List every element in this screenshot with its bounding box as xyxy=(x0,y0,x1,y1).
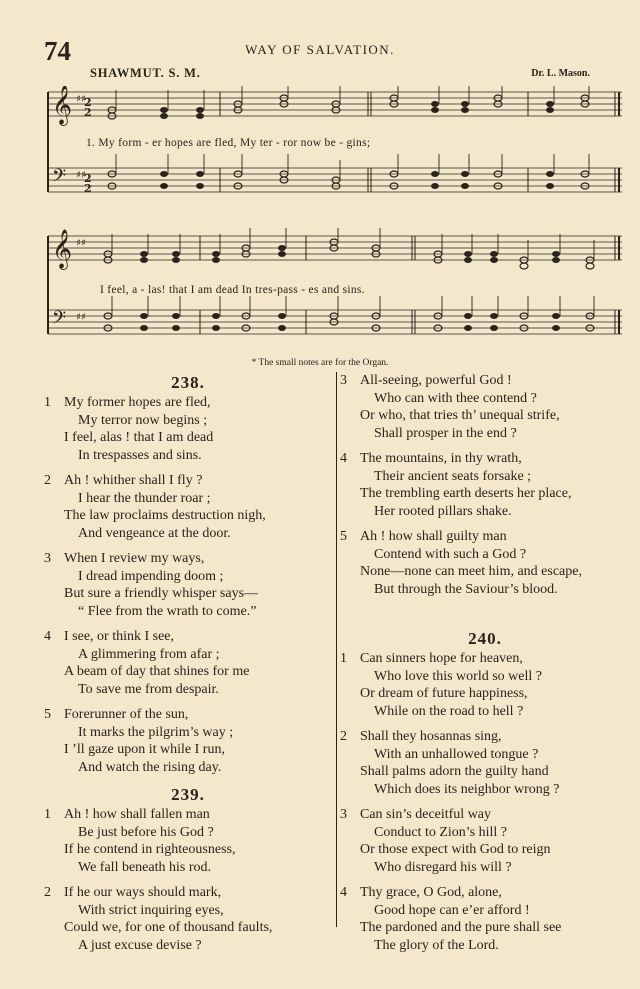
stanza-line: With strict inquiring eyes, xyxy=(78,902,224,918)
stanza-line: The pardoned and the pure shall see xyxy=(360,920,562,935)
stanza-line: It marks the pilgrim’s way ; xyxy=(78,724,234,740)
stanza xyxy=(44,394,332,464)
stanza-line: The glory of the Lord. xyxy=(374,937,499,953)
stanza-line: 5 Ah ! how shall guilty man xyxy=(340,529,507,544)
stanza-line: A beam of day that shines for me xyxy=(64,664,250,679)
page-number: 74 xyxy=(44,36,71,66)
stanza-line: Their ancient seats forsake ; xyxy=(374,468,532,484)
stanza-number: 3 xyxy=(340,807,347,822)
stanza-line: I ’ll gaze upon it while I run, xyxy=(64,742,225,757)
right-column xyxy=(340,372,630,962)
stanza-line: With an unhallowed tongue ? xyxy=(374,746,539,762)
stanza-line: 1 Ah ! how shall fallen man xyxy=(44,807,210,822)
stanza-line: Contend with such a God ? xyxy=(374,546,527,562)
svg-text:𝄢: 𝄢 xyxy=(52,166,67,191)
stanza-line: 4 Thy grace, O God, alone, xyxy=(340,885,502,900)
stanza-line: Shall prosper in the end ? xyxy=(374,425,517,441)
stanza-line: In trespasses and sins. xyxy=(78,447,202,463)
stanza-number: 2 xyxy=(340,729,347,744)
stanza-line: Or dream of future happiness, xyxy=(360,686,528,701)
left-column xyxy=(44,372,332,962)
lyrics-line-1: 1. My form - er hopes are fled, My ter - ror now be - gins; xyxy=(86,137,371,149)
svg-text:2: 2 xyxy=(84,96,92,109)
stanza-line: While on the road to hell ? xyxy=(374,703,524,719)
stanza xyxy=(44,472,332,542)
stanza-number: 5 xyxy=(44,707,51,722)
stanza xyxy=(340,450,630,520)
stanza-line: 1 Can sinners hope for heaven, xyxy=(340,651,523,666)
stanza-line: A just excuse devise ? xyxy=(78,937,202,953)
stanza xyxy=(44,706,332,776)
stanza-line: Conduct to Zion’s hill ? xyxy=(374,824,507,840)
stanza-line: Who disregard his will ? xyxy=(374,859,512,875)
stanza-line: I hear the thunder roar ; xyxy=(78,490,211,506)
stanza-line: And watch the rising day. xyxy=(78,759,222,775)
stanza xyxy=(44,550,332,620)
svg-text:♯♯: ♯♯ xyxy=(76,94,86,105)
stanza-line: Or who, that tries th’ unequal strife, xyxy=(360,408,560,423)
svg-text:2: 2 xyxy=(84,172,92,185)
stanza xyxy=(340,884,630,954)
stanza-line: Could we, for one of thousand faults, xyxy=(64,920,273,935)
svg-text:2: 2 xyxy=(84,106,92,119)
stanza-line: 5 Forerunner of the sun, xyxy=(44,707,189,722)
stanza-line: Good hope can e’er afford ! xyxy=(374,902,530,918)
column-divider xyxy=(336,372,337,927)
stanza xyxy=(340,528,630,598)
stanza xyxy=(44,884,332,954)
stanza-line: Be just before his God ? xyxy=(78,824,214,840)
stanza-line: The law proclaims destruction nigh, xyxy=(64,508,266,523)
stanza xyxy=(44,628,332,698)
stanza-number: 3 xyxy=(44,551,51,566)
stanza xyxy=(340,650,630,720)
svg-text:2: 2 xyxy=(84,182,92,195)
stanza-line: 3 When I review my ways, xyxy=(44,551,205,566)
stanza-number: 4 xyxy=(44,629,51,644)
stanza-line: Or those expect with God to reign xyxy=(360,842,551,857)
stanza-line: 4 The mountains, in thy wrath, xyxy=(340,451,522,466)
stanza-line: 1 My former hopes are fled, xyxy=(44,395,211,410)
stanza-number: 4 xyxy=(340,885,347,900)
stanza-number: 1 xyxy=(340,651,347,666)
stanza xyxy=(340,806,630,876)
hymn-number-238: 238. xyxy=(171,373,205,392)
stanza-line: 4 I see, or think I see, xyxy=(44,629,175,644)
svg-text:♯♯: ♯♯ xyxy=(76,170,86,181)
stanza-number: 2 xyxy=(44,473,51,488)
stanza-line: “ Flee from the wrath to come.” xyxy=(78,603,257,619)
stanza-line: If he contend in righteousness, xyxy=(64,842,236,857)
stanza-line: Her rooted pillars shake. xyxy=(374,503,512,519)
stanza-line: We fall beneath his rod. xyxy=(78,859,211,875)
stanza-line: To save me from despair. xyxy=(78,681,219,697)
tune-name: SHAWMUT. S. M. xyxy=(90,66,201,80)
stanza-line: Who can with thee contend ? xyxy=(374,390,537,406)
stanza-line: Which does its neighbor wrong ? xyxy=(374,781,560,797)
running-title: WAY OF SALVATION. xyxy=(245,42,395,57)
stanza-line: 2 Shall they hosannas sing, xyxy=(340,729,502,744)
composer: Dr. L. Mason. xyxy=(531,68,590,79)
stanza-number: 4 xyxy=(340,451,347,466)
stanza-line: 3 Can sin’s deceitful way xyxy=(340,807,492,822)
stanza-number: 5 xyxy=(340,529,347,544)
stanza-line: The trembling earth deserts her place, xyxy=(360,486,572,501)
stanza xyxy=(340,372,630,442)
stanza-line: I feel, alas ! that I am dead xyxy=(64,430,214,445)
stanza-number: 1 xyxy=(44,395,51,410)
hymn-number-239: 239. xyxy=(171,785,205,804)
stanza-line: And vengeance at the door. xyxy=(78,525,231,541)
stanza-line: Who love this world so well ? xyxy=(374,668,542,684)
svg-text:♯♯: ♯♯ xyxy=(76,312,86,323)
stanza-line: But through the Saviour’s blood. xyxy=(374,581,558,597)
stanza-line: A glimmering from afar ; xyxy=(78,646,220,662)
svg-text:♯♯: ♯♯ xyxy=(76,238,86,249)
hymn-number-240: 240. xyxy=(468,629,502,648)
stanza xyxy=(44,806,332,876)
svg-text:𝄞: 𝄞 xyxy=(52,86,73,125)
stanza-line: 2 If he our ways should mark, xyxy=(44,885,222,900)
stanza-line: None—none can meet him, and escape, xyxy=(360,564,582,579)
stanza-line: I dread impending doom ; xyxy=(78,568,224,584)
organ-footnote: * The small notes are for the Organ. xyxy=(251,358,389,368)
svg-text:𝄞: 𝄞 xyxy=(52,229,73,269)
stanza-number: 1 xyxy=(44,807,51,822)
stanza-line: Shall palms adorn the guilty hand xyxy=(360,764,549,779)
lyrics-line-2: I feel, a - las! that I am dead In tres-pass - es and sins. xyxy=(100,284,365,296)
stanza-line: 2 Ah ! whither shall I fly ? xyxy=(44,473,203,488)
stanza-number: 3 xyxy=(340,373,347,388)
svg-text:𝄢: 𝄢 xyxy=(52,308,67,333)
stanza-number: 2 xyxy=(44,885,51,900)
stanza-line: My terror now begins ; xyxy=(78,412,208,428)
stanza-line: 3 All-seeing, powerful God ! xyxy=(340,373,512,388)
stanza-line: But sure a friendly whisper says— xyxy=(64,586,259,601)
stanza xyxy=(340,728,630,798)
